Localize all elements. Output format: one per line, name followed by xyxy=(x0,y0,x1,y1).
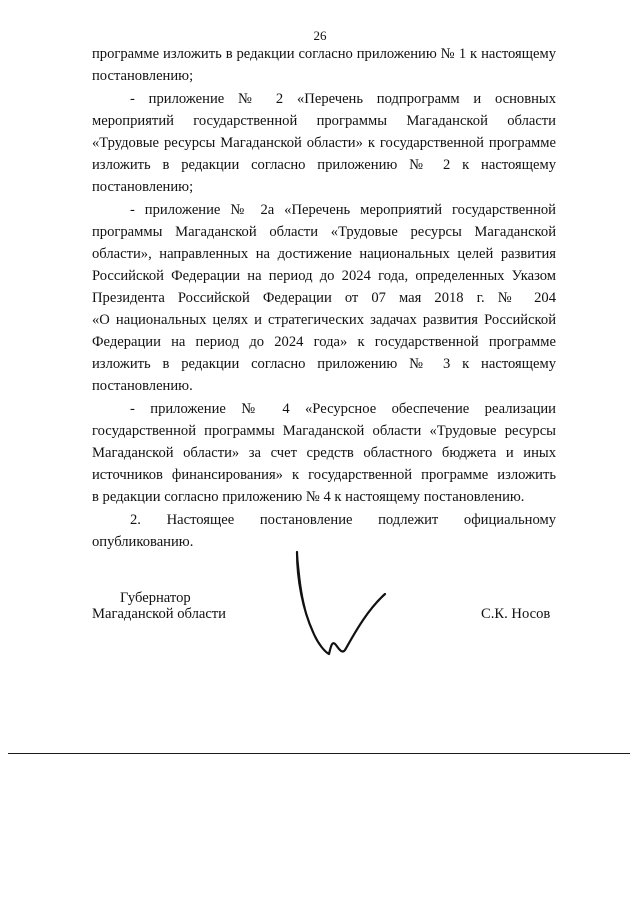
text-line: - приложение № 4 «Ресурсное обеспечение реализации xyxy=(130,401,556,417)
text-line: источников финансирования» к государственной программе изложить xyxy=(92,467,556,483)
handwritten-signature xyxy=(285,550,395,660)
text-line: постановлению; xyxy=(92,68,194,84)
text-line: Федерации на период до 2024 года» к государственной программе xyxy=(92,334,556,350)
text-line: постановлению; xyxy=(92,179,194,195)
text-line: изложить в редакции согласно приложению № 2 к настоящему xyxy=(92,157,556,173)
page-number: 26 xyxy=(313,28,327,43)
text-line: опубликованию. xyxy=(92,534,194,550)
text-line: «О национальных целях и стратегических задачах развития Российской xyxy=(92,312,556,328)
text-line: - приложение № 2 «Перечень подпрограмм и основных xyxy=(130,91,556,107)
footer-divider xyxy=(8,753,630,754)
text-line: 2. Настоящее постановление подлежит официальному xyxy=(130,512,556,528)
text-line: программе изложить в редакции согласно приложению № 1 к настоящему xyxy=(92,46,556,62)
text-line: государственной программы Магаданской области «Трудовые ресурсы xyxy=(92,423,556,439)
text-line: изложить в редакции согласно приложению № 3 к настоящему xyxy=(92,356,556,372)
signatory-title-line1: Губернатор xyxy=(120,590,191,606)
text-line: Российской Федерации на период до 2024 года, определенных Указом xyxy=(92,268,556,284)
text-line: Президента Российской Федерации от 07 мая 2018 г. № 204 xyxy=(92,290,556,306)
text-line: области», направленных на достижение национальных целей развития xyxy=(92,246,556,262)
text-line: в редакции согласно приложению № 4 к настоящему постановлению. xyxy=(92,489,525,505)
signatory-title-line2: Магаданской области xyxy=(92,606,226,622)
text-line: «Трудовые ресурсы Магаданской области» к государственной программе xyxy=(92,135,556,151)
signatory-name: С.К. Носов xyxy=(481,606,551,622)
text-line: постановлению. xyxy=(92,378,193,394)
text-line: мероприятий государственной программы Магаданской области xyxy=(92,113,556,129)
text-line: Магаданской области» за счет средств областного бюджета и иных xyxy=(92,445,556,461)
text-line: программы Магаданской области «Трудовые ресурсы Магаданской xyxy=(92,224,556,240)
text-line: - приложение № 2а «Перечень мероприятий государственной xyxy=(130,202,556,218)
